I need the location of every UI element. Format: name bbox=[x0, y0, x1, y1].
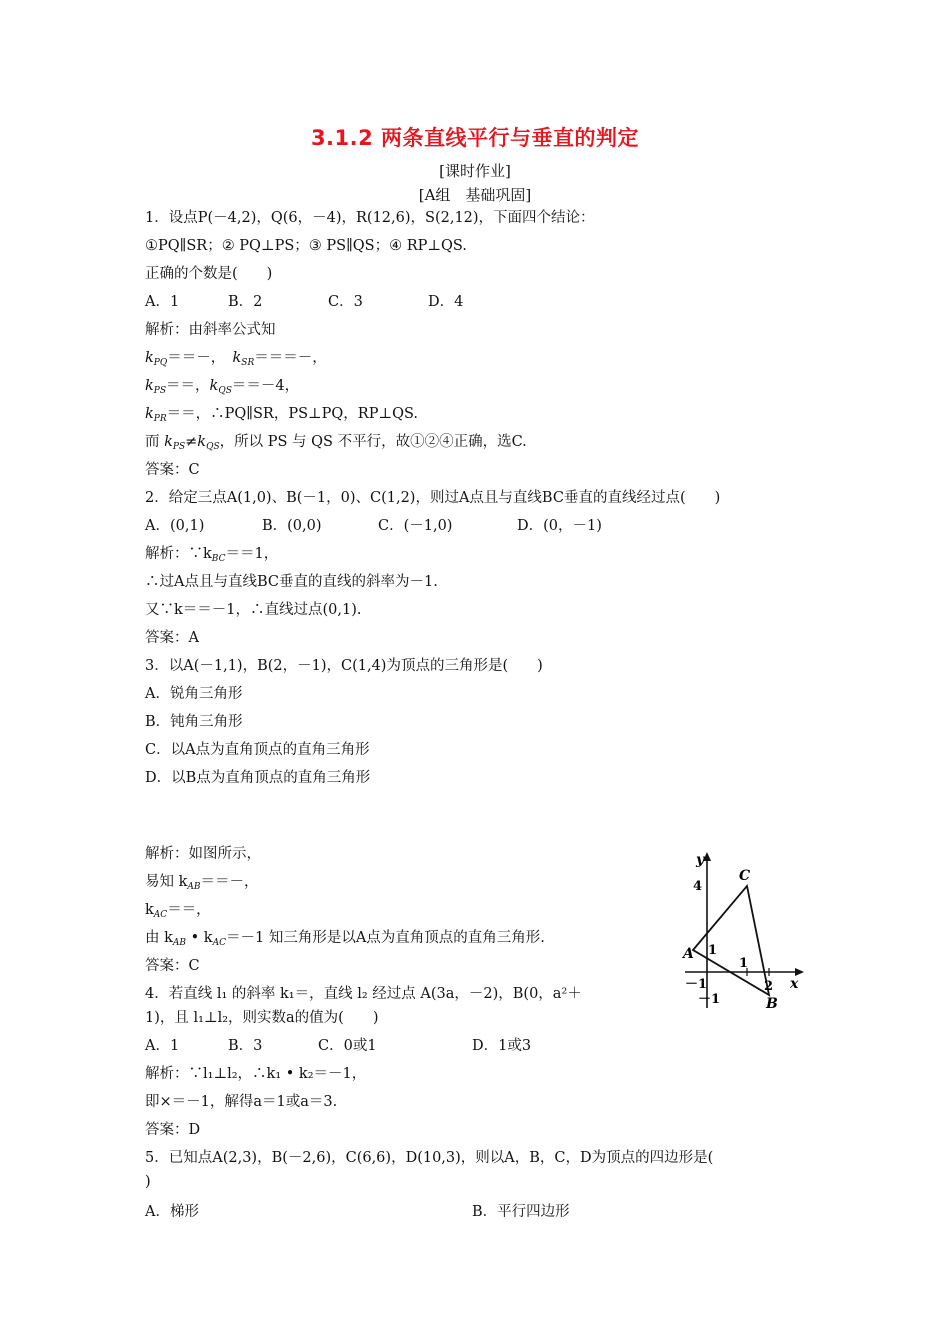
q1-kqs-text: ＝＝－4， bbox=[231, 378, 300, 394]
q5-option-a: A．梯形 bbox=[145, 1204, 199, 1220]
q1-ask: 正确的个数是( ) bbox=[145, 266, 273, 282]
q3-product-text: ＝－1 知三角形是以A点为直角顶点的直角三角形. bbox=[225, 930, 545, 946]
q1-neq-text: ≠ bbox=[185, 434, 198, 450]
q3-option-d: D．以B点为直角顶点的直角三角形 bbox=[145, 770, 371, 786]
q3-option-c: C．以A点为直角顶点的直角三角形 bbox=[145, 742, 370, 758]
q3-analysis-line2: $k_{AC}==$， bbox=[145, 902, 211, 920]
q2-kbc-text: ＝＝1， bbox=[225, 546, 279, 562]
label-neg1-x: －1 bbox=[685, 977, 708, 992]
triangle-figure bbox=[680, 848, 810, 1018]
q3-analysis-line1: 易知 $k_{AB}==-$， bbox=[145, 874, 259, 892]
q1-analysis-line2: $k_{PS}==$，$k_{QS}==-4$， bbox=[145, 378, 300, 396]
q2-analysis-line1: 解析：$\because k_{BC}==1$， bbox=[145, 546, 279, 564]
q5-stem-line2: ) bbox=[145, 1174, 151, 1190]
label-point-b: B bbox=[766, 996, 778, 1012]
q3-answer: 答案：C bbox=[145, 958, 200, 974]
subtitle-group: [A组 基础巩固] bbox=[418, 186, 532, 204]
q3-product-dot: • k bbox=[186, 930, 213, 946]
q1-option-c: C．3 bbox=[328, 294, 363, 310]
q1-option-a: A．1 bbox=[145, 294, 180, 310]
q2-answer: 答案：A bbox=[145, 630, 199, 646]
q3-option-a: A．锐角三角形 bbox=[145, 686, 243, 702]
q1-answer: 答案：C bbox=[145, 462, 200, 478]
page-title: 3.1.2 两条直线平行与垂直的判定 bbox=[310, 126, 640, 150]
q4-analysis-line1: 解析：∵l₁⊥l₂，∴k₁ • k₂＝－1， bbox=[145, 1066, 367, 1082]
q1-analysis-line4: 而 $k_{PS}\ne k_{QS}$，所以 PS 与 QS 不平行，故①②④正确，选C. bbox=[145, 434, 527, 452]
q4-option-b: B．3 bbox=[228, 1038, 263, 1054]
label-two: 2 bbox=[764, 979, 774, 994]
q1-kpr-text: ＝＝，∴PQ∥SR，PS⊥PQ，RP⊥QS. bbox=[166, 406, 419, 422]
q3-kab-text: ＝＝－， bbox=[200, 874, 259, 890]
q1-option-d: D．4 bbox=[428, 294, 464, 310]
q2-analysis-line3: 又∵k＝＝－1，∴直线过点(0,1). bbox=[145, 602, 362, 618]
q2-analysis-line2: ∴过A点且与直线BC垂直的直线的斜率为－1. bbox=[145, 574, 438, 590]
q3-kab-prefix: 易知 k bbox=[145, 874, 188, 890]
triangle-svg bbox=[680, 848, 810, 1018]
q1-and-text: 而 bbox=[145, 434, 165, 450]
q5-stem-line1: 5．已知点A(2,3)，B(－2,6)，C(6,6)，D(10,3)，则以A，B，C，D为顶点的四边形是( bbox=[145, 1150, 714, 1166]
q4-analysis-line2: 即×＝－1，解得a＝1或a＝3. bbox=[145, 1094, 338, 1110]
label-four: 4 bbox=[693, 879, 703, 894]
x-axis-arrow bbox=[795, 968, 804, 976]
q4-option-c: C．0或1 bbox=[318, 1038, 377, 1054]
q5-option-b: B．平行四边形 bbox=[472, 1204, 570, 1220]
q1-kps-text: ＝＝， bbox=[166, 378, 210, 394]
q3-kac-prefix: k bbox=[145, 902, 154, 918]
label-neg1-y: －1 bbox=[698, 992, 721, 1007]
x-axis-label: x bbox=[790, 976, 799, 992]
q1-conclusion-text: ，所以 PS 与 QS 不平行，故①②④正确，选C. bbox=[219, 434, 527, 450]
q4-stem-line2: 1)，且 l₁⊥l₂，则实数a的值为( ) bbox=[145, 1010, 379, 1026]
q1-analysis-line1: $k_{PQ}==-$， $k_{SR}===-$， bbox=[145, 350, 327, 368]
q3-kac-text: ＝＝， bbox=[167, 902, 211, 918]
label-one-x: 1 bbox=[739, 956, 749, 971]
q2-option-b: B．(0,0) bbox=[262, 518, 322, 534]
label-point-a: A bbox=[683, 946, 694, 962]
q1-analysis-intro: 解析：由斜率公式知 bbox=[145, 322, 276, 338]
q1-option-b: B．2 bbox=[228, 294, 263, 310]
q1-conclusions: ①PQ∥SR；② PQ⊥PS；③ PS∥QS；④ RP⊥QS. bbox=[145, 238, 467, 254]
y-axis-label: y bbox=[696, 852, 705, 868]
label-one-y: 1 bbox=[708, 943, 718, 958]
q3-product-prefix: 由 k bbox=[145, 930, 173, 946]
q3-analysis-line3: 由 $k_{AB}$ • $k_{AC}=-1$ 知三角形是以A点为直角顶点的直角三角形. bbox=[145, 930, 545, 948]
q3-analysis-intro: 解析：如图所示， bbox=[145, 846, 261, 862]
q4-option-a: A．1 bbox=[145, 1038, 180, 1054]
y-axis-arrow bbox=[703, 852, 711, 861]
q1-kpq-text: ＝＝－， bbox=[167, 350, 226, 366]
q4-stem-line1: 4．若直线 l₁ 的斜率 k₁＝，直线 l₂ 经过点 A(3a，－2)，B(0，a²＋ bbox=[145, 986, 582, 1002]
q2-stem: 2．给定三点A(1,0)、B(－1，0)、C(1,2)，则过A点且与直线BC垂直的直线经过点( ) bbox=[145, 490, 721, 506]
q4-answer: 答案：D bbox=[145, 1122, 201, 1138]
q3-option-b: B．钝角三角形 bbox=[145, 714, 243, 730]
q1-ksr-text: ＝＝＝－， bbox=[254, 350, 327, 366]
q4-option-d: D．1或3 bbox=[472, 1038, 532, 1054]
q2-option-a: A．(0,1) bbox=[145, 518, 205, 534]
label-point-c: C bbox=[739, 868, 751, 884]
subtitle-homework: [课时作业] bbox=[439, 162, 511, 180]
q3-stem: 3．以A(－1,1)，B(2，－1)，C(1,4)为顶点的三角形是( ) bbox=[145, 658, 543, 674]
q1-analysis-line3: $k_{PR}==$，∴PQ∥SR，PS⊥PQ，RP⊥QS. bbox=[145, 406, 419, 424]
q2-option-d: D．(0，－1) bbox=[517, 518, 602, 534]
q2-kbc-prefix: 解析：∵k bbox=[145, 546, 212, 562]
q1-stem: 1．设点P(－4,2)，Q(6，－4)，R(12,6)，S(2,12)，下面四个结论： bbox=[145, 210, 595, 226]
q2-option-c: C．(－1,0) bbox=[378, 518, 453, 534]
